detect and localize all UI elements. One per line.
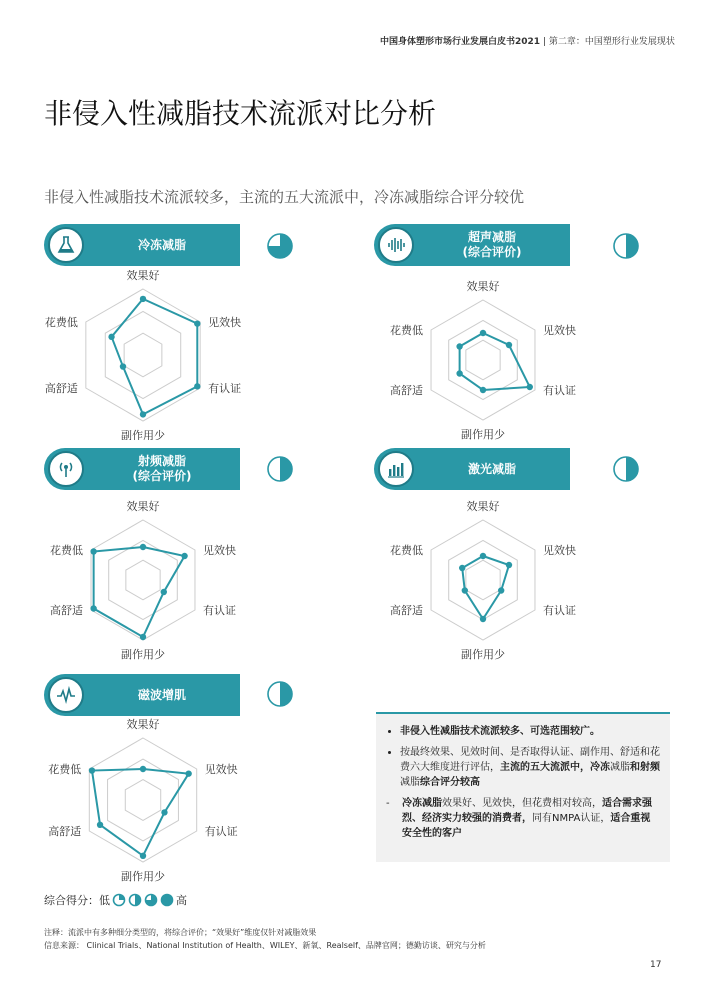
- radar-point: [120, 363, 126, 369]
- radar-axis-label: 副作用少: [121, 648, 165, 661]
- radar-point: [108, 334, 114, 340]
- flask-icon: [48, 227, 84, 263]
- radar-grid: [89, 738, 196, 862]
- page-number: 17: [650, 960, 662, 970]
- radar-point: [185, 770, 191, 776]
- technique-name: 冷冻减脂: [137, 237, 186, 252]
- radar-point: [161, 809, 167, 815]
- score-legend: [44, 892, 187, 908]
- technique-header-rf: [44, 448, 240, 490]
- radar-axis-label: 副作用少: [121, 429, 165, 440]
- footnotes: [44, 926, 486, 952]
- score-pie-icon-laser: [612, 455, 640, 483]
- pulse-icon: [48, 677, 84, 713]
- radar-axis-label: 副作用少: [461, 648, 505, 661]
- radar-point: [194, 320, 200, 326]
- pie-fill: [162, 895, 173, 906]
- page-subtitle: 非侵入性减脂技术流派较多，主流的五大流派中，冷冻减脂综合评分较优: [44, 188, 525, 206]
- score-full-icon: [160, 893, 174, 907]
- technique-header-magnetic: [44, 674, 240, 716]
- radar-point: [90, 548, 96, 554]
- radar-point: [181, 553, 187, 559]
- radar-point: [140, 411, 146, 417]
- radar-point: [506, 342, 512, 348]
- radar-point: [140, 544, 146, 550]
- radar-series: [92, 769, 189, 856]
- page-title: 非侵入性减脂技术流派对比分析: [44, 97, 437, 130]
- radar-axis-label: 有认证: [202, 604, 236, 617]
- radar-axis-label: 高舒适: [50, 604, 84, 617]
- radar-axis-label: 效果好: [126, 270, 160, 282]
- radar-series: [460, 333, 530, 390]
- radar-chart-laser: [380, 495, 610, 665]
- summary-sub-point: - 冷冻减脂效果好、见效快，但花费相对较高，适合需求强烈、经济实力较强的消费者，同有NMPA认证，适合重视安全性的客户: [386, 798, 652, 839]
- radar-point: [140, 853, 146, 859]
- radar-point: [456, 343, 462, 349]
- radar-point: [459, 565, 465, 571]
- radar-point: [480, 387, 486, 393]
- radar-grid: [124, 333, 162, 377]
- bar-chart-icon: [378, 451, 414, 487]
- radar-grid: [105, 311, 180, 398]
- pie-fill: [280, 682, 292, 706]
- technique-header-ultrasound: [374, 224, 570, 266]
- legend-high-label: 高: [176, 894, 187, 907]
- radar-axis-label: 花费低: [44, 316, 78, 329]
- radar-grid: [466, 560, 500, 600]
- score-pie-icon-cryo: [266, 232, 294, 260]
- radar-axis-label: 见效快: [202, 544, 236, 557]
- score-pie-icon-magnetic: [266, 680, 294, 708]
- radar-grid: [431, 300, 535, 420]
- radar-chart-magnetic: [40, 715, 270, 885]
- radar-chart-rf: [40, 495, 270, 665]
- radar-point: [506, 562, 512, 568]
- antenna-icon: [48, 451, 84, 487]
- radar-chart-ultrasound: [380, 275, 610, 445]
- source-text: 信息来源： Clinical Trials、National Institution of Health、WILEY、新氧、Realself、品牌官网；德勤访谈、研究与分析: [44, 941, 486, 950]
- technique-name: 激光减脂: [467, 461, 516, 476]
- radar-axis-label: 高舒适: [44, 382, 78, 395]
- technique-name-note: (综合评价): [462, 245, 522, 259]
- radar-axis-label: 副作用少: [121, 870, 165, 883]
- radar-grid: [126, 560, 160, 600]
- radar-point: [89, 767, 95, 773]
- radar-grid: [125, 780, 160, 821]
- summary-box: [376, 712, 670, 862]
- radar-point: [97, 822, 103, 828]
- radar-grid: [86, 289, 200, 421]
- radar-point: [480, 553, 486, 559]
- radar-axis-label: 花费低: [48, 763, 82, 776]
- radar-point: [90, 605, 96, 611]
- technique-name: 射频减脂: [137, 454, 186, 468]
- radar-axis-label: 效果好: [126, 500, 160, 513]
- radar-axis-label: 有认证: [542, 604, 576, 617]
- radar-axis-label: 高舒适: [390, 604, 424, 617]
- pie-fill: [280, 457, 292, 481]
- radar-axis-label: 见效快: [542, 324, 576, 337]
- radar-point: [161, 589, 167, 595]
- score-half-icon: [128, 893, 142, 907]
- score-three-quarter-icon: [144, 893, 158, 907]
- technique-header-cryo: [44, 224, 240, 266]
- score-pie-icon-rf: [266, 455, 294, 483]
- radar-axis-label: 花费低: [390, 324, 424, 337]
- note-text: 注释：流派中有多种细分类型的，将综合评价；“效果好”维度仅针对减脂效果: [44, 928, 317, 937]
- radar-point: [456, 370, 462, 376]
- radar-axis-label: 有认证: [208, 382, 242, 395]
- technique-name: 磁波增肌: [137, 687, 186, 702]
- radar-axis-label: 高舒适: [390, 384, 424, 397]
- radar-point: [462, 587, 468, 593]
- radar-point: [194, 383, 200, 389]
- radar-axis-label: 高舒适: [48, 825, 82, 838]
- running-header: [380, 34, 680, 47]
- radar-axis-label: 见效快: [542, 544, 576, 557]
- pie-fill: [626, 234, 638, 258]
- radar-point: [140, 296, 146, 302]
- pie-fill: [626, 457, 638, 481]
- pie-fill: [119, 895, 125, 901]
- chapter-title: | 第二章：中国塑形行业发展现状: [542, 37, 675, 47]
- radar-point: [140, 766, 146, 772]
- technique-name-note: (综合评价): [132, 469, 192, 483]
- legend-low-label: 综合得分：低: [44, 894, 110, 907]
- radar-axis-label: 见效快: [204, 763, 238, 776]
- radar-point: [498, 587, 504, 593]
- radar-axis-label: 见效快: [208, 316, 242, 329]
- report-title: 中国身体塑形市场行业发展白皮书2021: [380, 37, 541, 47]
- score-pie-icon-ultrasound: [612, 232, 640, 260]
- radar-axis-label: 花费低: [390, 544, 424, 557]
- radar-axis-label: 有认证: [204, 825, 238, 838]
- radar-axis-label: 花费低: [50, 544, 84, 557]
- radar-axis-label: 效果好: [126, 718, 160, 731]
- soundwave-icon: [378, 227, 414, 263]
- radar-grid: [466, 340, 500, 380]
- summary-bullet-1: • 非侵入性减脂技术流派较多、可选范围较广。: [400, 724, 660, 739]
- radar-axis-label: 副作用少: [461, 428, 505, 441]
- summary-bullet-2: • 按最终效果、见效时间、是否取得认证、副作用、舒适和花费六大维度进行评估，主流的五大流派中，冷冻减脂和射频减脂综合评分较高: [400, 745, 660, 790]
- radar-point: [480, 616, 486, 622]
- radar-chart-cryo: [40, 270, 270, 440]
- radar-point: [140, 634, 146, 640]
- radar-grid: [91, 520, 195, 640]
- radar-axis-label: 效果好: [466, 500, 500, 513]
- technique-name: 超声减脂: [467, 230, 516, 244]
- score-quarter-icon: [112, 893, 126, 907]
- radar-axis-label: 效果好: [466, 280, 500, 293]
- radar-grid: [449, 540, 518, 619]
- technique-header-laser: [374, 448, 570, 490]
- radar-point: [480, 330, 486, 336]
- radar-axis-label: 有认证: [542, 384, 576, 397]
- radar-point: [527, 384, 533, 390]
